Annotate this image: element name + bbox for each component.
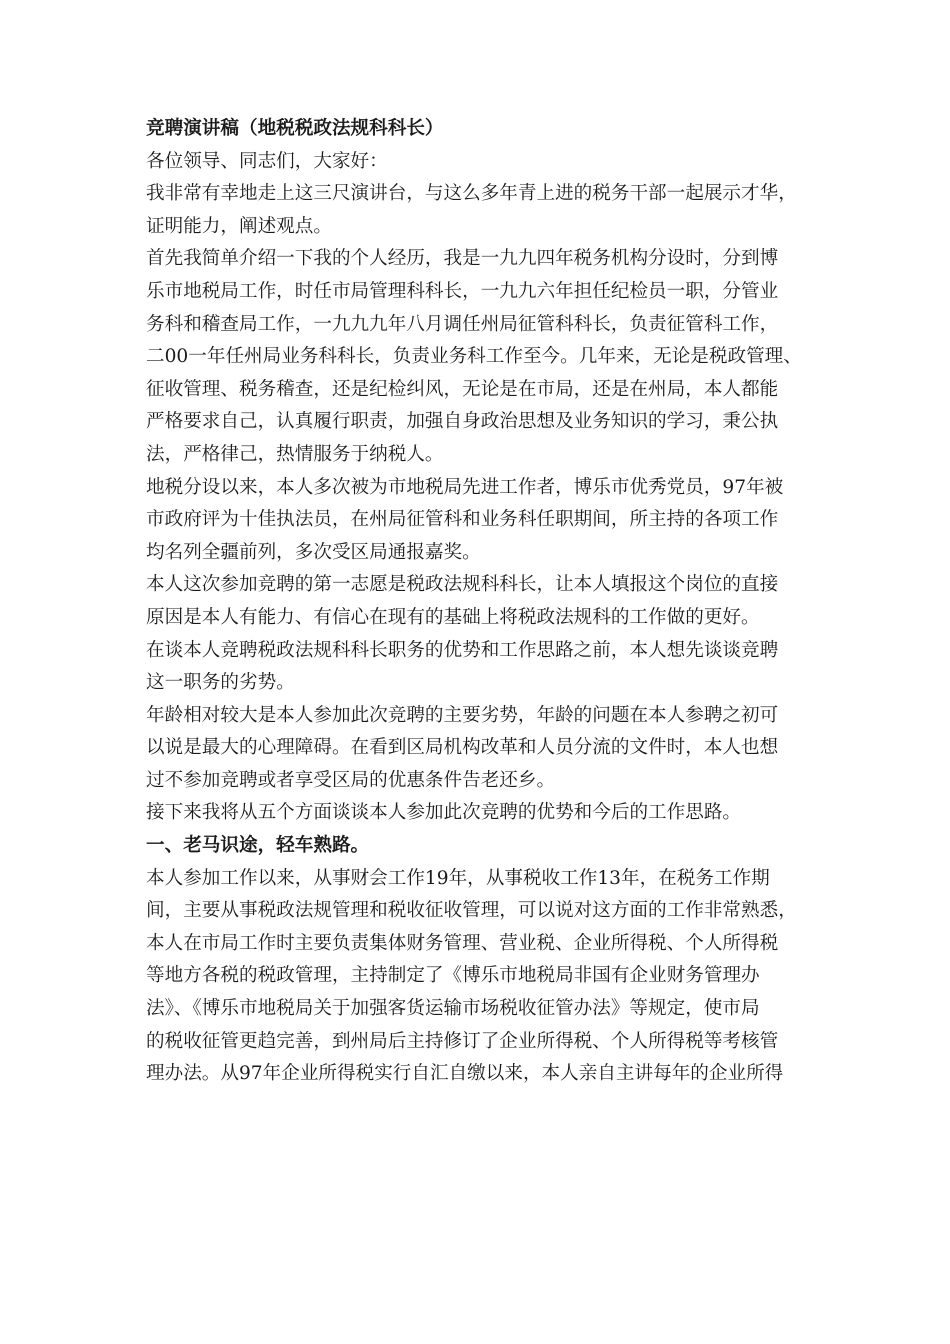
- text-line: 在谈本人竞聘税政法规科科长职务的优势和工作思路之前，本人想先谈谈竞聘: [146, 639, 779, 661]
- text-line: 各位领导、同志们，大家好：: [146, 150, 388, 172]
- text-line: 二00一年任州局业务科科长，负责业务科工作至今。几年来，无论是税政管理、: [146, 346, 802, 368]
- text-line: 本人参加工作以来，从事财会工作19年，从事税收工作13年，在税务工作期: [146, 867, 770, 889]
- text-line: 以说是最大的心理障碍。在看到区局机构改革和人员分流的文件时，本人也想: [146, 737, 779, 759]
- text-line: 地税分设以来，本人多次被为市地税局先进工作者，博乐市优秀党员，97年被: [146, 476, 784, 498]
- text-line: 首先我简单介绍一下我的个人经历，我是一九九四年税务机构分设时，分到博: [146, 248, 779, 270]
- text-line: 过不参加竞聘或者享受区局的优惠条件告老还乡。: [146, 769, 556, 791]
- text-line: 征收管理、税务稽查，还是纪检纠风，无论是在市局，还是在州局，本人都能: [146, 378, 779, 400]
- text-line: 证明能力，阐述观点。: [146, 215, 332, 237]
- text-line: 本人这次参加竞聘的第一志愿是税政法规科科长，让本人填报这个岗位的直接: [146, 574, 779, 596]
- text-line: 间，主要从事税政法规管理和税收征收管理，可以说对这方面的工作非常熟悉，: [146, 900, 797, 922]
- text-line: 的税收征管更趋完善，到州局后主持修订了企业所得税、个人所得税等考核管: [146, 1030, 779, 1052]
- text-line: 市政府评为十佳执法员，在州局征管科和业务科任职期间，所主持的各项工作: [146, 509, 779, 531]
- text-line: 本人在市局工作时主要负责集体财务管理、营业税、企业所得税、个人所得税: [146, 932, 779, 954]
- text-line: 理办法。从97年企业所得税实行自汇自缴以来，本人亲自主讲每年的企业所得: [146, 1063, 784, 1085]
- text-line: 法》、《博乐市地税局关于加强客货运输市场税收征管办法》等规定，使市局: [146, 998, 760, 1020]
- text-line: 均名列全疆前列，多次受区局通报嘉奖。: [146, 541, 481, 563]
- text-line: 年龄相对较大是本人参加此次竞聘的主要劣势，年龄的问题在本人参聘之初可: [146, 704, 779, 726]
- text-line: 等地方各税的税政管理，主持制定了《博乐市地税局非国有企业财务管理办: [146, 965, 760, 987]
- document-title: 竞聘演讲稿（地税税政法规科科长）: [146, 118, 444, 139]
- text-line: 原因是本人有能力、有信心在现有的基础上将税政法规科的工作做的更好。: [146, 606, 760, 628]
- text-line: 接下来我将从五个方面谈谈本人参加此次竞聘的优势和今后的工作思路。: [146, 802, 742, 824]
- text-line: 严格要求自己，认真履行职责，加强自身政治思想及业务知识的学习，秉公执: [146, 411, 779, 433]
- text-line: 法，严格律己，热情服务于纳税人。: [146, 443, 444, 465]
- document-body: [146, 113, 814, 1091]
- text-line: 务科和稽查局工作，一九九九年八月调任州局征管科科长，负责征管科工作，: [146, 313, 779, 335]
- section-heading: 一、老马识途，轻车熟路。: [146, 835, 370, 857]
- text-line: 乐市地税局工作，时任市局管理科科长，一九九六年担任纪检员一职，分管业: [146, 280, 779, 302]
- text-line: 我非常有幸地走上这三尺演讲台，与这么多年青上进的税务干部一起展示才华，: [146, 183, 797, 205]
- text-line: 这一职务的劣势。: [146, 672, 295, 694]
